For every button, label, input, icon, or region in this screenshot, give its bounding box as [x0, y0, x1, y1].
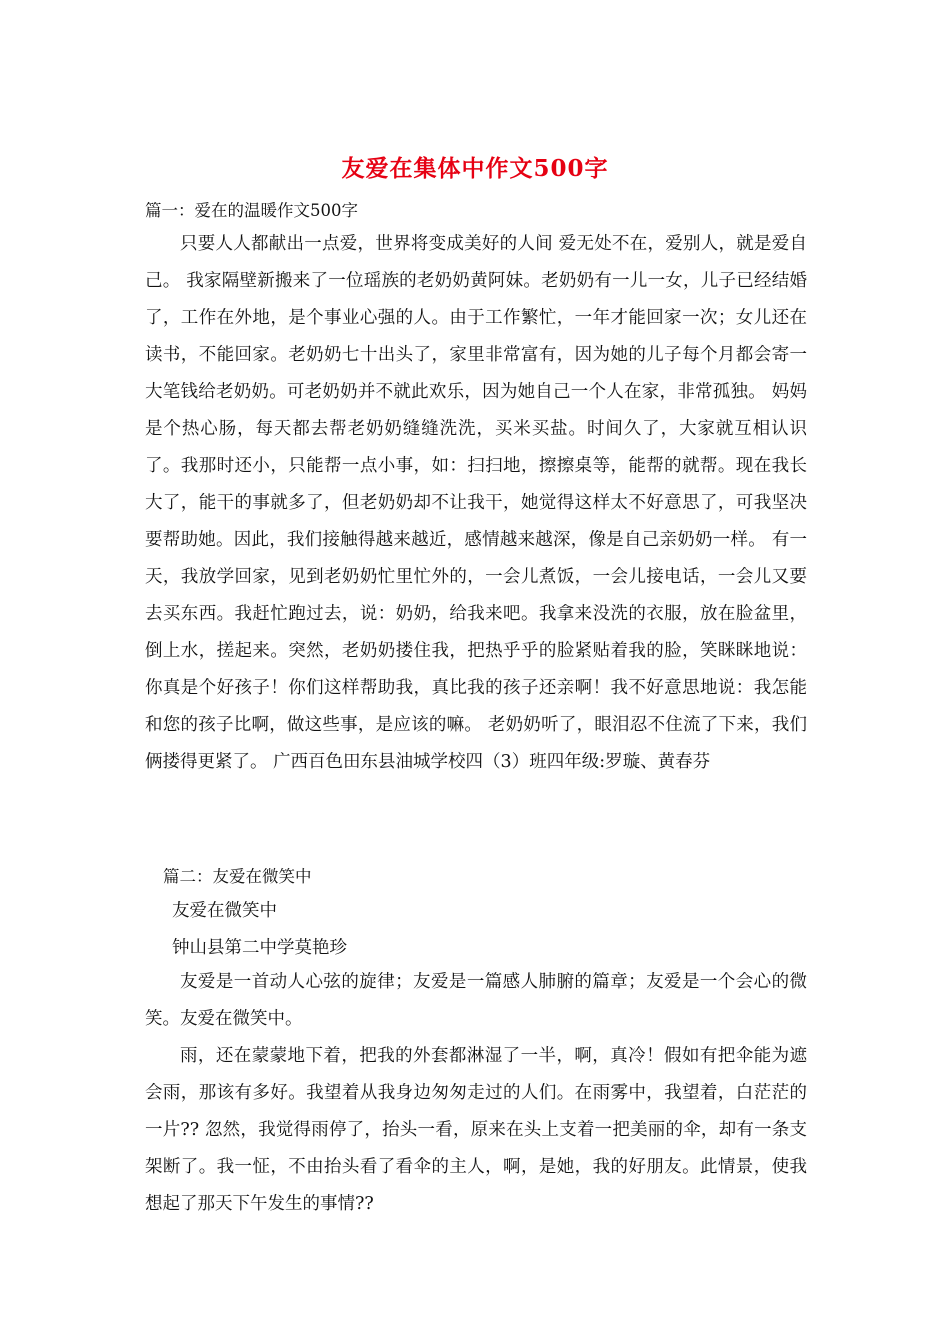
part2-paragraph-2: 雨，还在蒙蒙地下着，把我的外套都淋湿了一半，啊，真冷！假如有把伞能为遮会雨，那该有多好。我望着从我身边匆匆走过的人们。在雨雾中，我望着，白茫茫的一片?? 忽然，我觉得雨停了，抬头一看，原来在头上支着一把美丽的伞，却有一条支架断了。我一怔，不由抬头看了看伞的主人，啊，是她，我的好朋友。此情景，使我想起了那天下午发生的事情?? [145, 1046, 807, 1214]
part1-heading: 篇一：爱在的温暖作文500字 [145, 201, 358, 220]
part2-author: 钟山县第二中学莫艳珍 [172, 938, 347, 958]
part2-heading: 篇二：友爱在微笑中 [163, 867, 312, 886]
document-title: 友爱在集体中作文500字 [341, 155, 609, 182]
part2-paragraph-1: 友爱是一首动人心弦的旋律；友爱是一篇感人肺腑的篇章；友爱是一个会心的微笑。友爱在微笑中。 [145, 972, 807, 1029]
part1-body: 只要人人都献出一点爱，世界将变成美好的人间 爱无处不在，爱别人，就是爱自己。 我家隔壁新搬来了一位瑶族的老奶奶黄阿妹。老奶奶有一儿一女，儿子已经结婚了，工作在外地，是个事业心强的人。由于工作繁忙，一年才能回家一次；女儿还在读书，不能回家。老奶奶七十出头了，家里非常富有，因为她的儿子每个月都会寄一大笔钱给老奶奶。可老奶奶并不就此欢乐，因为她自己一个人在家，非常孤独。 妈妈是个热心肠，每天都去帮老奶奶缝缝洗洗，买米买盐。时间久了，大家就互相认识了。我那时还小，只能帮一点小事，如：扫扫地，擦擦桌等，能帮的就帮。现在我长大了，能干的事就多了，但老奶奶却不让我干，她觉得这样太不好意思了，可我坚决要帮助她。因此，我们接触得越来越近，感情越来越深，像是自己亲奶奶一样。 有一天，我放学回家，见到老奶奶忙里忙外的，一会儿煮饭，一会儿接电话，一会儿又要去买东西。我赶忙跑过去，说：奶奶，给我来吧。我拿来没洗的衣服，放在脸盆里，倒上水，搓起来。突然，老奶奶搂住我，把热乎乎的脸紧贴着我的脸，笑眯眯地说：你真是个好孩子！你们这样帮助我，真比我的孩子还亲啊！我不好意思地说：我怎能和您的孩子比啊，做这些事，是应该的嘛。 老奶奶听了，眼泪忍不住流了下来，我们俩搂得更紧了。 广西百色田东县油城学校四（3）班四年级:罗璇、黄春芬 [145, 234, 807, 772]
part2-subtitle: 友爱在微笑中 [172, 901, 277, 921]
